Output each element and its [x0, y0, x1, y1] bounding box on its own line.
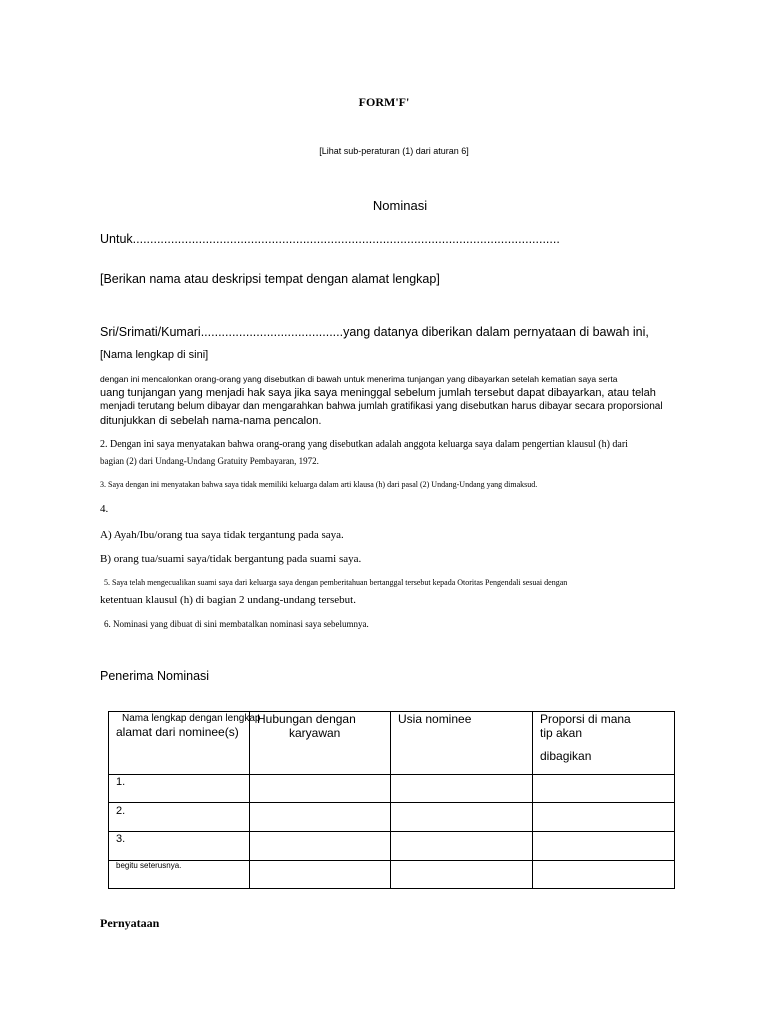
nominee-table [108, 711, 675, 889]
paragraph-1-line-2: uang tunjangan yang menjadi hak saya jika saya meninggal sebelum jumlah tersebut dapat dibayarkan, atau telah [100, 387, 656, 399]
column-header-address: alamat dari nominee(s) [116, 725, 239, 739]
paragraph-1-line-1: dengan ini mencalonkan orang-orang yang disebutkan di bawah untuk menerima tunjangan yang dibayarkan setelah kematian saya serta [100, 374, 618, 384]
nominee-heading: Penerima Nominasi [100, 669, 210, 683]
paragraph-2-line-2: bagian (2) dari Undang-Undang Gratuity Pembayaran, 1972. [100, 456, 319, 466]
paragraph-3: 3. Saya dengan ini menyatakan bahwa saya tidak memiliki keluarga dalam arti klausa (h) dari pasal (2) Undang-Undang yang dimaksud. [100, 480, 538, 489]
column-header-relationship-2: karyawan [289, 726, 341, 740]
declaration-heading: Pernyataan [100, 916, 160, 930]
paragraph-4: 4. [100, 503, 109, 515]
name-line: Sri/Srimati/Kumari.........................................yang datanya diberikan dalam pernyataan di bawah ini, [100, 325, 649, 339]
column-header-full-name: Nama lengkap dengan lengkap [122, 713, 261, 724]
name-hint: [Nama lengkap di sini] [100, 349, 209, 361]
table-row: begitu seterusnya. [116, 861, 182, 870]
paragraph-5-line-2: ketentuan klausul (h) di bagian 2 undang-undang tersebut. [100, 594, 356, 606]
untuk-line: Untuk........................................................................................................................... [100, 232, 560, 246]
paragraph-4a: A) Ayah/Ibu/orang tua saya tidak tergantung pada saya. [100, 529, 344, 541]
table-row: 2. [116, 805, 126, 817]
paragraph-1-line-3: menjadi terutang belum dibayar dan mengarahkan bahwa jumlah gratifikasi yang disebutkan harus dibayar secara proporsional [100, 401, 663, 412]
paragraph-6: 6. Nominasi yang dibuat di sini membatalkan nominasi saya sebelumnya. [104, 619, 369, 629]
paragraph-1-line-4: ditunjukkan di sebelah nama-nama pencalon. [100, 415, 322, 427]
form-heading: Nominasi [372, 198, 428, 213]
column-header-relationship: Hubungan dengan [257, 712, 356, 726]
form-title: FORM'F' [358, 95, 410, 109]
column-header-age: Usia nominee [398, 712, 472, 726]
column-header-proportion-3: dibagikan [540, 749, 592, 763]
column-header-proportion: Proporsi di mana [540, 712, 631, 726]
paragraph-5-line-1: 5. Saya telah mengecualikan suami saya dari keluarga saya dengan pemberitahuan bertanggal tersebut kepada Otoritas Pengendali sesuai dengan [104, 578, 568, 587]
paragraph-2-line-1: 2. Dengan ini saya menyatakan bahwa orang-orang yang disebutkan adalah anggota keluarga saya dalam pengertian klausul (h) dari [100, 439, 628, 450]
place-hint: [Berikan nama atau deskripsi tempat dengan alamat lengkap] [100, 272, 440, 286]
column-header-proportion-2: tip akan [540, 726, 583, 740]
table-row: 3. [116, 833, 126, 845]
rule-reference: [Lihat sub-peraturan (1) dari aturan 6] [319, 146, 469, 156]
paragraph-4b: B) orang tua/suami saya/tidak bergantung pada suami saya. [100, 553, 362, 565]
table-row: 1. [116, 776, 126, 788]
